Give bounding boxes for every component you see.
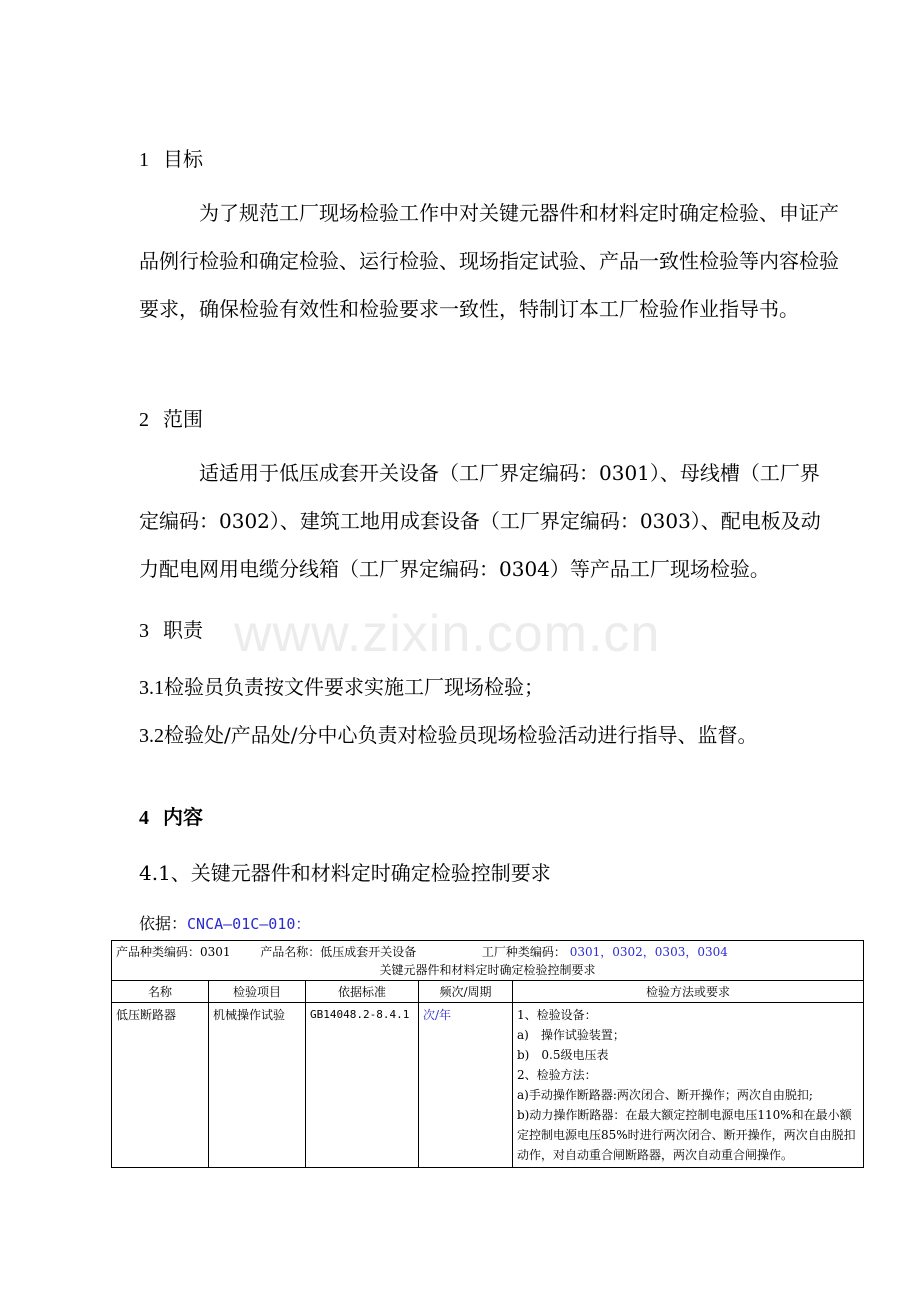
header-item: 检验项目 <box>209 981 306 1003</box>
section-title: 职责 <box>163 618 203 642</box>
basis-label: 依据： <box>139 914 188 933</box>
section-title: 目标 <box>163 147 203 171</box>
factory-code-label: 工厂种类编码： <box>481 945 566 959</box>
section-1-heading <box>139 143 203 172</box>
duty-text: 检验员负责按文件要求实施工厂现场检验； <box>164 675 544 699</box>
product-name: 产品名称：低压成套开关设备 <box>260 945 417 959</box>
factory-codes: 0301，0302，0303，0304 <box>569 945 728 959</box>
cell-frequency: 次/年 <box>419 1003 513 1168</box>
header-frequency: 频次/周期 <box>419 981 513 1003</box>
duty-number: 3.1 <box>139 677 164 699</box>
table-header-row <box>112 981 864 1003</box>
basis-line <box>139 911 310 934</box>
section-4-heading <box>139 801 203 830</box>
method-line: a) 操作试验装置； <box>517 1028 625 1042</box>
section-number: 2 <box>139 409 149 431</box>
category-code: 产品种类编码：0301 <box>116 945 231 959</box>
duty-number: 3.2 <box>139 725 164 747</box>
section-3-heading <box>139 614 203 643</box>
header-standard: 依据标准 <box>306 981 419 1003</box>
table-meta-row <box>112 941 864 981</box>
section-number: 1 <box>139 149 149 171</box>
cell-method <box>513 1003 864 1168</box>
purpose-paragraph: 为了规范工厂现场检验工作中对关键元器件和材料定时确定检验、申证产品例行检验和确定检验、运行检验、现场指定试验、产品一致性检验等内容检验要求，确保检验有效性和检验要求一致性，特制订本工厂检验作业指导书。 <box>139 201 839 321</box>
table-meta-cell <box>112 941 864 981</box>
duty-line-2 <box>139 719 757 748</box>
cell-name: 低压断路器 <box>112 1003 209 1168</box>
method-line: 2、检验方法： <box>517 1068 597 1082</box>
section-title: 范围 <box>163 407 203 431</box>
method-line: a)手动操作断路器:两次闭合、断开操作；两次自由脱扣; <box>517 1088 813 1102</box>
section-title: 内容 <box>163 805 203 829</box>
scope-paragraph: 适适用于低压成套开关设备（工厂界定编码：0301）、母线槽（工厂界定编码：0302）、建筑工地用成套设备（工厂界定编码：0303）、配电板及动力配电网用电缆分线箱（工厂界定编码：0304）等产品工厂现场检验。 <box>139 461 821 581</box>
watermark: www.zixin.com.cn <box>234 605 661 663</box>
header-method: 检验方法或要求 <box>513 981 864 1003</box>
method-line: 1、检验设备： <box>517 1008 597 1022</box>
cell-standard: GB14048.2-8.4.1 <box>306 1003 419 1168</box>
duty-line-1 <box>139 671 544 700</box>
duty-text: 检验处/产品处/分中心负责对检验员现场检验活动进行指导、监督。 <box>164 723 758 747</box>
table-title: 关键元器件和材料定时确定检验控制要求 <box>379 963 596 977</box>
subsection-4-1: 4.1、关键元器件和材料定时确定检验控制要求 <box>139 861 551 885</box>
cell-item: 机械操作试验 <box>209 1003 306 1168</box>
basis-code: CNCA—01C—010： <box>187 915 311 933</box>
inspection-table <box>111 940 864 1168</box>
section-number: 4 <box>139 807 149 829</box>
section-2-heading <box>139 403 203 432</box>
method-line: b) 0.5级电压表 <box>517 1048 609 1062</box>
method-line: b)动力操作断路器：在最大额定控制电源电压110%和在最小额定控制电源电压85%时进行两次闭合、断开操作，两次自由脱扣动作，对自动重合闸断路器，两次自动重合闸操作。 <box>517 1108 856 1162</box>
section-number: 3 <box>139 620 149 642</box>
header-name: 名称 <box>112 981 209 1003</box>
table-row <box>112 1003 864 1168</box>
